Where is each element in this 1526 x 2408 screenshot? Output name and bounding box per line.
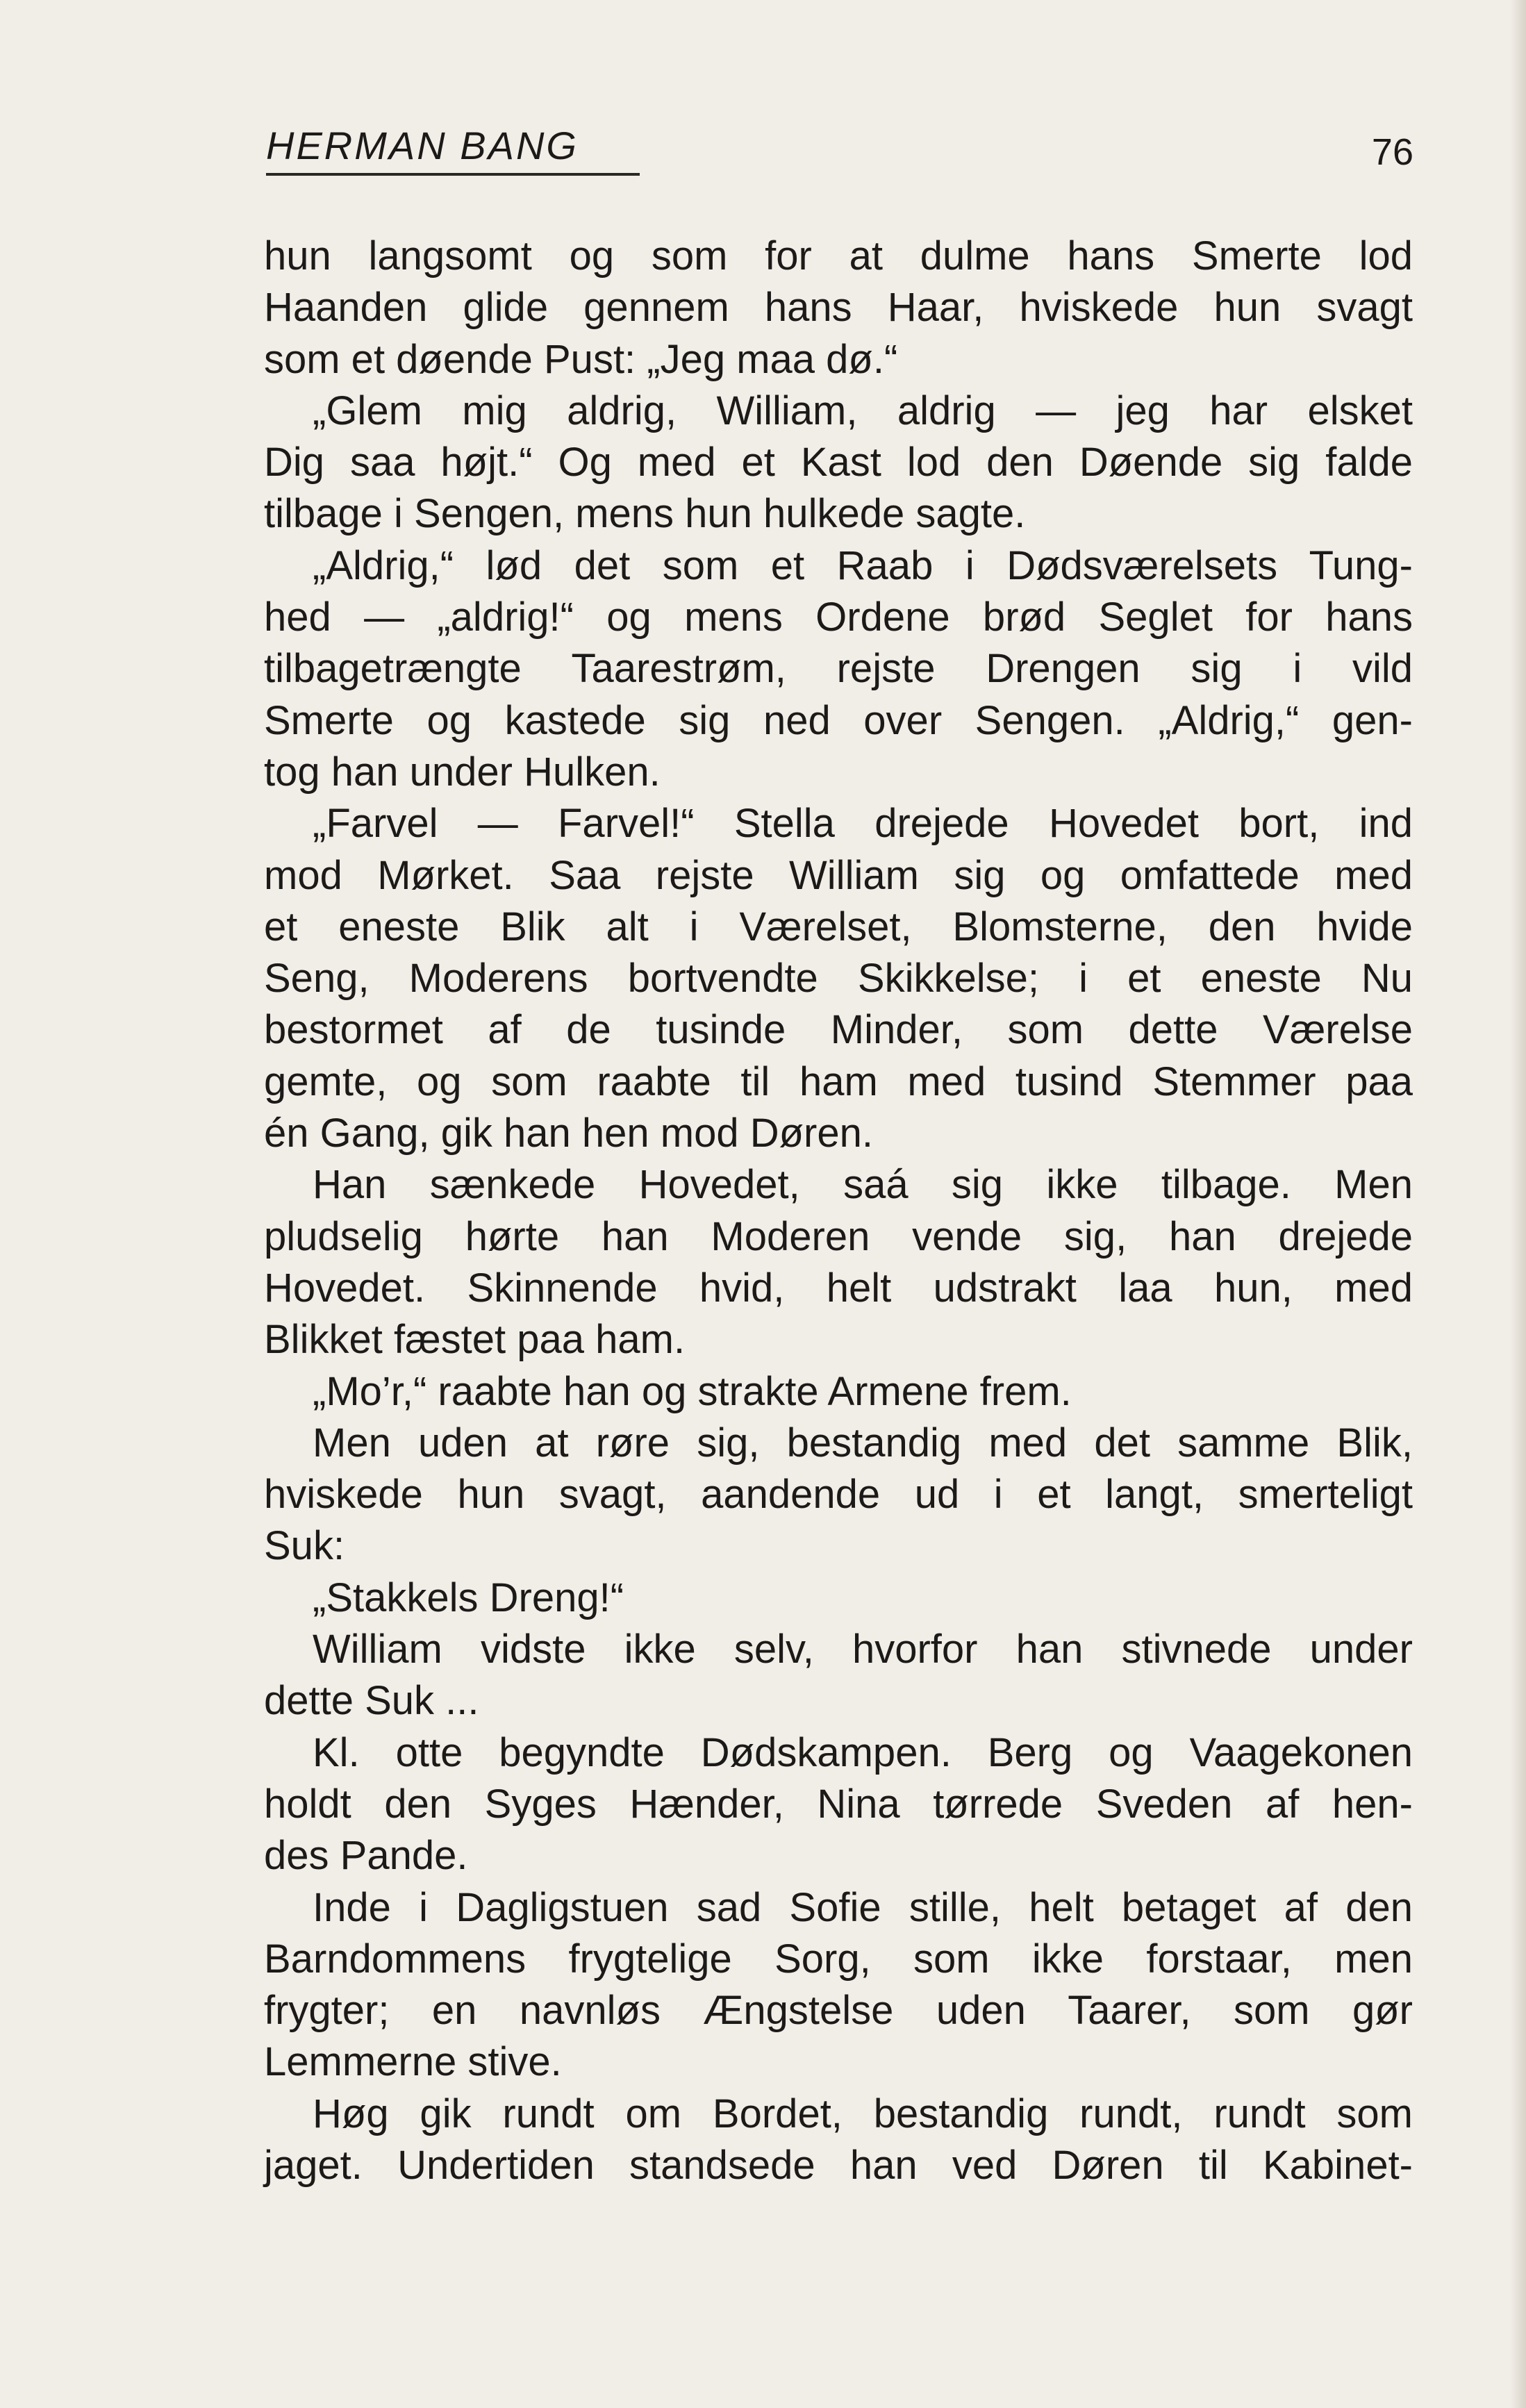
- text-line: William vidste ikke selv, hvorfor han stivnede under: [313, 1627, 1413, 1672]
- text-line: gemte, og som raabte til ham med tusind Stemmer paa: [264, 1058, 1413, 1104]
- text-line: „Farvel — Farvel!“ Stella drejede Hovedet bort, ind: [313, 801, 1413, 847]
- text-line: tog han under Hulken.: [264, 749, 661, 795]
- text-line: Barndommens frygtelige Sorg, som ikke forstaar, men: [264, 1936, 1413, 1982]
- text-line: som et døende Pust: „Jeg maa dø.“: [264, 336, 898, 382]
- text-line: des Pande.: [264, 1833, 468, 1879]
- text-line: Suk:: [264, 1523, 345, 1569]
- text-line: bestormet af de tusinde Minder, som dette Værelse: [264, 1007, 1413, 1053]
- text-line: „Stakkels Dreng!“: [313, 1575, 624, 1620]
- text-line: „Glem mig aldrig, William, aldrig — jeg har elsket: [313, 388, 1413, 433]
- text-line: mod Mørket. Saa rejste William sig og omfattede med: [264, 852, 1413, 898]
- text-line: Smerte og kastede sig ned over Sengen. „Aldrig,“ gen-: [264, 697, 1413, 743]
- text-line: Haanden glide gennem hans Haar, hviskede hun svagt: [264, 285, 1413, 331]
- text-line: hun langsomt og som for at dulme hans Smerte lod: [264, 233, 1413, 279]
- text-line: hviskede hun svagt, aandende ud i et langt, smerteligt: [264, 1472, 1413, 1518]
- text-line: jaget. Undertiden standsede han ved Døren til Kabinet-: [264, 2142, 1413, 2188]
- text-line: Høg gik rundt om Bordet, bestandig rundt, rundt som: [313, 2091, 1413, 2136]
- text-line: Lemmerne stive.: [264, 2039, 562, 2085]
- page-number: 76: [1371, 131, 1413, 173]
- text-line: Inde i Dagligstuen sad Sofie stille, helt betaget af den: [313, 1884, 1413, 1930]
- text-line: „Mo’r,“ raabte han og strakte Armene frem.: [313, 1368, 1072, 1414]
- text-line: pludselig hørte han Moderen vende sig, han drejede: [264, 1213, 1413, 1259]
- text-line: Hovedet. Skinnende hvid, helt udstrakt laa hun, med: [264, 1265, 1413, 1311]
- text-line: Han sænkede Hovedet, saá sig ikke tilbage. Men: [313, 1162, 1413, 1208]
- text-line: Kl. otte begyndte Dødskampen. Berg og Vaagekonen: [313, 1729, 1413, 1775]
- text-line: Men uden at røre sig, bestandig med det samme Blik,: [313, 1420, 1413, 1465]
- text-line: et eneste Blik alt i Værelset, Blomsterne, den hvide: [264, 904, 1413, 949]
- text-line: dette Suk ...: [264, 1678, 479, 1724]
- text-line: hed — „aldrig!“ og mens Ordene brød Seglet for hans: [264, 595, 1413, 640]
- running-head: HERMAN BANG: [266, 124, 579, 167]
- text-line: tilbage i Sengen, mens hun hulkede sagte.: [264, 491, 1026, 537]
- text-line: Blikket fæstet paa ham.: [264, 1317, 686, 1363]
- page-header: [266, 122, 1419, 177]
- page-edge: [1511, 0, 1526, 2408]
- text-line: „Aldrig,“ lød det som et Raab i Dødsværelsets Tung-: [313, 542, 1413, 588]
- header-rule: [266, 173, 640, 176]
- text-line: én Gang, gik han hen mod Døren.: [264, 1111, 873, 1156]
- body-text: [264, 231, 1413, 2191]
- text-line: holdt den Syges Hænder, Nina tørrede Sveden af hen-: [264, 1781, 1413, 1827]
- text-line: Dig saa højt.“ Og med et Kast lod den Døende sig falde: [264, 440, 1413, 485]
- text-line: Seng, Moderens bortvendte Skikkelse; i et eneste Nu: [264, 956, 1413, 1002]
- text-line: tilbagetrængte Taarestrøm, rejste Drengen sig i vild: [264, 646, 1413, 692]
- text-line: frygter; en navnløs Ængstelse uden Taarer, som gør: [264, 1988, 1413, 2034]
